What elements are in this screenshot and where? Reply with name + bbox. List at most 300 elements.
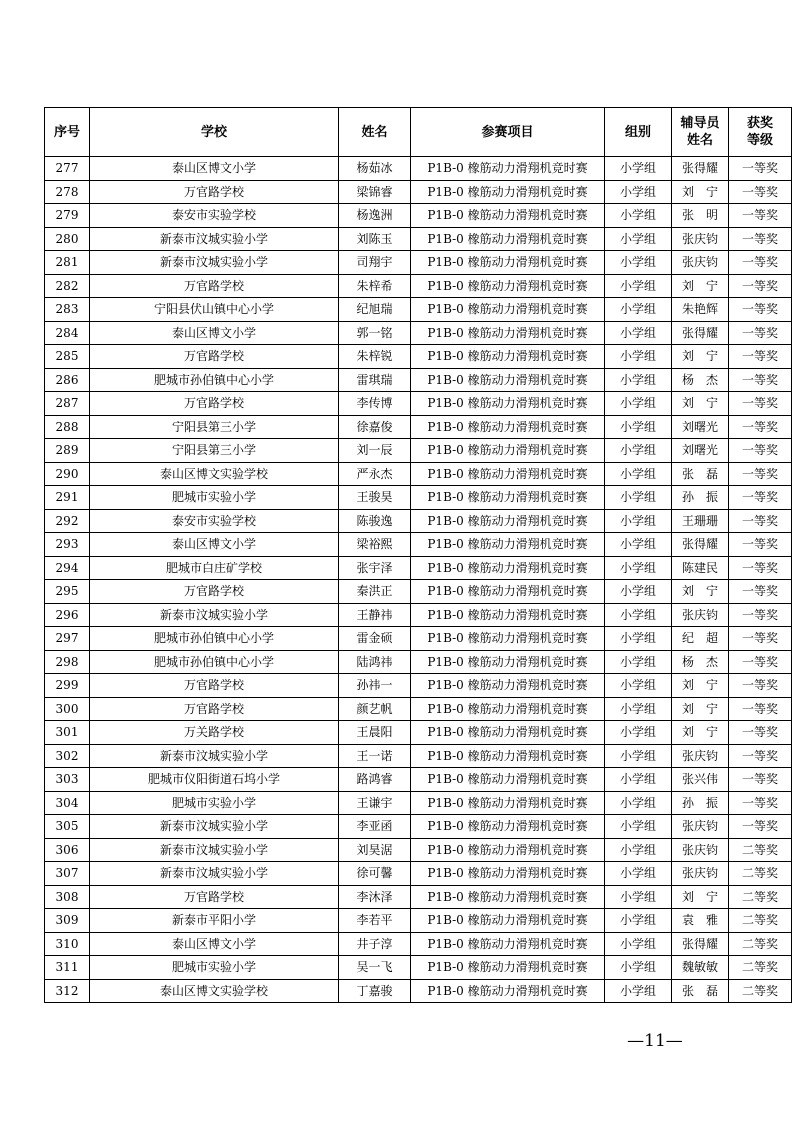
cell-award: 一等奖 [729, 415, 792, 439]
table-row [45, 392, 792, 416]
cell-event: P1B-0 橡筋动力滑翔机竞时赛 [411, 415, 605, 439]
cell-index: 290 [45, 462, 90, 486]
cell-instructor: 刘曙光 [672, 439, 729, 463]
cell-index: 301 [45, 721, 90, 745]
cell-group: 小学组 [605, 650, 672, 674]
table-row [45, 274, 792, 298]
cell-school: 万官路学校 [90, 345, 339, 369]
cell-award: 一等奖 [729, 439, 792, 463]
cell-group: 小学组 [605, 462, 672, 486]
cell-name: 朱梓锐 [339, 345, 411, 369]
cell-award: 一等奖 [729, 227, 792, 251]
cell-event: P1B-0 橡筋动力滑翔机竞时赛 [411, 392, 605, 416]
cell-award: 一等奖 [729, 744, 792, 768]
cell-group: 小学组 [605, 274, 672, 298]
cell-school: 万关路学校 [90, 721, 339, 745]
cell-school: 泰山区博文实验学校 [90, 462, 339, 486]
table-row [45, 227, 792, 251]
cell-name: 郭一铭 [339, 321, 411, 345]
cell-index: 306 [45, 838, 90, 862]
cell-event: P1B-0 橡筋动力滑翔机竞时赛 [411, 204, 605, 228]
cell-event: P1B-0 橡筋动力滑翔机竞时赛 [411, 509, 605, 533]
cell-index: 303 [45, 768, 90, 792]
header-school: 学校 [90, 108, 339, 157]
cell-group: 小学组 [605, 321, 672, 345]
cell-school: 肥城市白庄矿学校 [90, 556, 339, 580]
cell-group: 小学组 [605, 509, 672, 533]
cell-instructor: 刘 宁 [672, 721, 729, 745]
cell-school: 宁阳县第三小学 [90, 439, 339, 463]
cell-event: P1B-0 橡筋动力滑翔机竞时赛 [411, 298, 605, 322]
cell-index: 300 [45, 697, 90, 721]
header-index: 序号 [45, 108, 90, 157]
cell-group: 小学组 [605, 885, 672, 909]
cell-award: 一等奖 [729, 462, 792, 486]
cell-award: 二等奖 [729, 932, 792, 956]
cell-award: 一等奖 [729, 321, 792, 345]
cell-index: 291 [45, 486, 90, 510]
cell-name: 王一诺 [339, 744, 411, 768]
cell-instructor: 陈建民 [672, 556, 729, 580]
cell-school: 泰山区博文小学 [90, 157, 339, 181]
cell-index: 285 [45, 345, 90, 369]
cell-event: P1B-0 橡筋动力滑翔机竞时赛 [411, 862, 605, 886]
cell-index: 278 [45, 180, 90, 204]
cell-name: 刘一辰 [339, 439, 411, 463]
cell-index: 307 [45, 862, 90, 886]
cell-name: 王静祎 [339, 603, 411, 627]
cell-school: 万官路学校 [90, 392, 339, 416]
cell-event: P1B-0 橡筋动力滑翔机竞时赛 [411, 227, 605, 251]
table-row [45, 674, 792, 698]
cell-name: 路鸿睿 [339, 768, 411, 792]
cell-index: 289 [45, 439, 90, 463]
cell-index: 288 [45, 415, 90, 439]
cell-name: 杨逸洲 [339, 204, 411, 228]
table-row [45, 251, 792, 275]
cell-event: P1B-0 橡筋动力滑翔机竞时赛 [411, 345, 605, 369]
cell-event: P1B-0 橡筋动力滑翔机竞时赛 [411, 721, 605, 745]
table-row [45, 180, 792, 204]
cell-award: 一等奖 [729, 533, 792, 557]
cell-name: 刘陈玉 [339, 227, 411, 251]
cell-index: 280 [45, 227, 90, 251]
table-row [45, 768, 792, 792]
cell-group: 小学组 [605, 486, 672, 510]
table-row [45, 439, 792, 463]
cell-award: 一等奖 [729, 721, 792, 745]
cell-event: P1B-0 橡筋动力滑翔机竞时赛 [411, 791, 605, 815]
cell-name: 秦洪正 [339, 580, 411, 604]
cell-index: 281 [45, 251, 90, 275]
cell-award: 一等奖 [729, 274, 792, 298]
cell-index: 296 [45, 603, 90, 627]
cell-instructor: 孙 振 [672, 486, 729, 510]
cell-award: 二等奖 [729, 979, 792, 1003]
table-row [45, 932, 792, 956]
cell-school: 肥城市孙伯镇中心小学 [90, 627, 339, 651]
cell-instructor: 杨 杰 [672, 368, 729, 392]
cell-index: 292 [45, 509, 90, 533]
cell-event: P1B-0 橡筋动力滑翔机竞时赛 [411, 462, 605, 486]
cell-name: 李传博 [339, 392, 411, 416]
cell-name: 王谦宇 [339, 791, 411, 815]
cell-event: P1B-0 橡筋动力滑翔机竞时赛 [411, 251, 605, 275]
cell-school: 肥城市孙伯镇中心小学 [90, 650, 339, 674]
table-row [45, 486, 792, 510]
cell-index: 305 [45, 815, 90, 839]
cell-school: 万官路学校 [90, 885, 339, 909]
table-row [45, 744, 792, 768]
cell-group: 小学组 [605, 580, 672, 604]
cell-group: 小学组 [605, 815, 672, 839]
header-row [45, 108, 792, 157]
cell-instructor: 张 磊 [672, 979, 729, 1003]
table-row [45, 862, 792, 886]
cell-instructor: 张庆钧 [672, 227, 729, 251]
cell-group: 小学组 [605, 415, 672, 439]
cell-group: 小学组 [605, 909, 672, 933]
cell-school: 肥城市仪阳街道石坞小学 [90, 768, 339, 792]
cell-event: P1B-0 橡筋动力滑翔机竞时赛 [411, 556, 605, 580]
cell-school: 新泰市汶城实验小学 [90, 227, 339, 251]
table-row [45, 791, 792, 815]
cell-group: 小学组 [605, 392, 672, 416]
table-row [45, 815, 792, 839]
cell-event: P1B-0 橡筋动力滑翔机竞时赛 [411, 650, 605, 674]
cell-award: 一等奖 [729, 368, 792, 392]
cell-index: 299 [45, 674, 90, 698]
table-row [45, 650, 792, 674]
table-row [45, 533, 792, 557]
table-row [45, 298, 792, 322]
cell-name: 王骏昊 [339, 486, 411, 510]
cell-index: 294 [45, 556, 90, 580]
cell-group: 小学组 [605, 791, 672, 815]
cell-school: 新泰市平阳小学 [90, 909, 339, 933]
cell-group: 小学组 [605, 627, 672, 651]
cell-group: 小学组 [605, 439, 672, 463]
cell-school: 泰山区博文小学 [90, 932, 339, 956]
cell-index: 298 [45, 650, 90, 674]
cell-name: 李若平 [339, 909, 411, 933]
cell-name: 徐可馨 [339, 862, 411, 886]
cell-instructor: 张庆钧 [672, 862, 729, 886]
cell-event: P1B-0 橡筋动力滑翔机竞时赛 [411, 956, 605, 980]
cell-award: 一等奖 [729, 486, 792, 510]
cell-name: 王晨阳 [339, 721, 411, 745]
cell-award: 二等奖 [729, 956, 792, 980]
cell-instructor: 张兴伟 [672, 768, 729, 792]
cell-group: 小学组 [605, 674, 672, 698]
cell-name: 司翔宇 [339, 251, 411, 275]
cell-school: 新泰市汶城实验小学 [90, 744, 339, 768]
cell-group: 小学组 [605, 251, 672, 275]
cell-name: 雷琪瑞 [339, 368, 411, 392]
cell-index: 297 [45, 627, 90, 651]
cell-award: 一等奖 [729, 298, 792, 322]
cell-event: P1B-0 橡筋动力滑翔机竞时赛 [411, 768, 605, 792]
awards-table [44, 107, 792, 1003]
cell-school: 泰安市实验学校 [90, 204, 339, 228]
header-group: 组别 [605, 108, 672, 157]
cell-award: 一等奖 [729, 345, 792, 369]
header-award-line2: 等级 [746, 133, 773, 148]
cell-name: 朱梓希 [339, 274, 411, 298]
cell-name: 梁锦睿 [339, 180, 411, 204]
cell-group: 小学组 [605, 744, 672, 768]
table-row [45, 580, 792, 604]
cell-award: 一等奖 [729, 627, 792, 651]
cell-group: 小学组 [605, 180, 672, 204]
cell-event: P1B-0 橡筋动力滑翔机竞时赛 [411, 979, 605, 1003]
cell-event: P1B-0 橡筋动力滑翔机竞时赛 [411, 486, 605, 510]
cell-instructor: 刘 宁 [672, 180, 729, 204]
cell-instructor: 张得耀 [672, 533, 729, 557]
cell-event: P1B-0 橡筋动力滑翔机竞时赛 [411, 744, 605, 768]
cell-school: 新泰市汶城实验小学 [90, 862, 339, 886]
cell-instructor: 刘 宁 [672, 392, 729, 416]
cell-event: P1B-0 橡筋动力滑翔机竞时赛 [411, 274, 605, 298]
cell-award: 一等奖 [729, 251, 792, 275]
table-row [45, 345, 792, 369]
cell-index: 302 [45, 744, 90, 768]
cell-school: 万官路学校 [90, 274, 339, 298]
table-row [45, 627, 792, 651]
cell-group: 小学组 [605, 157, 672, 181]
cell-index: 284 [45, 321, 90, 345]
cell-event: P1B-0 橡筋动力滑翔机竞时赛 [411, 580, 605, 604]
table-row [45, 721, 792, 745]
cell-group: 小学组 [605, 298, 672, 322]
cell-award: 一等奖 [729, 180, 792, 204]
cell-school: 新泰市汶城实验小学 [90, 251, 339, 275]
cell-name: 刘昊涺 [339, 838, 411, 862]
cell-award: 二等奖 [729, 838, 792, 862]
table-row [45, 697, 792, 721]
cell-name: 井子淳 [339, 932, 411, 956]
cell-instructor: 杨 杰 [672, 650, 729, 674]
header-instructor-line1: 辅导员 [680, 116, 720, 131]
cell-event: P1B-0 橡筋动力滑翔机竞时赛 [411, 697, 605, 721]
cell-group: 小学组 [605, 768, 672, 792]
cell-name: 颜艺帆 [339, 697, 411, 721]
cell-instructor: 刘曙光 [672, 415, 729, 439]
cell-instructor: 刘 宁 [672, 885, 729, 909]
cell-event: P1B-0 橡筋动力滑翔机竞时赛 [411, 815, 605, 839]
cell-index: 287 [45, 392, 90, 416]
cell-instructor: 魏敏敏 [672, 956, 729, 980]
cell-group: 小学组 [605, 556, 672, 580]
cell-instructor: 张得耀 [672, 157, 729, 181]
cell-index: 312 [45, 979, 90, 1003]
cell-school: 新泰市汶城实验小学 [90, 815, 339, 839]
table-row [45, 556, 792, 580]
cell-instructor: 刘 宁 [672, 345, 729, 369]
cell-name: 徐嘉俊 [339, 415, 411, 439]
cell-award: 一等奖 [729, 603, 792, 627]
cell-group: 小学组 [605, 204, 672, 228]
cell-event: P1B-0 橡筋动力滑翔机竞时赛 [411, 533, 605, 557]
cell-event: P1B-0 橡筋动力滑翔机竞时赛 [411, 321, 605, 345]
cell-event: P1B-0 橡筋动力滑翔机竞时赛 [411, 909, 605, 933]
cell-school: 泰安市实验学校 [90, 509, 339, 533]
cell-school: 肥城市实验小学 [90, 791, 339, 815]
cell-name: 纪旭瑞 [339, 298, 411, 322]
cell-award: 一等奖 [729, 509, 792, 533]
cell-event: P1B-0 橡筋动力滑翔机竞时赛 [411, 439, 605, 463]
cell-school: 泰山区博文小学 [90, 533, 339, 557]
cell-instructor: 张庆钧 [672, 251, 729, 275]
cell-instructor: 刘 宁 [672, 697, 729, 721]
cell-name: 陈骏逸 [339, 509, 411, 533]
cell-index: 309 [45, 909, 90, 933]
cell-instructor: 张 明 [672, 204, 729, 228]
cell-school: 万官路学校 [90, 580, 339, 604]
table-body [45, 157, 792, 1003]
cell-award: 一等奖 [729, 697, 792, 721]
cell-event: P1B-0 橡筋动力滑翔机竞时赛 [411, 180, 605, 204]
cell-award: 一等奖 [729, 556, 792, 580]
table-row [45, 204, 792, 228]
table-row [45, 321, 792, 345]
table-row [45, 509, 792, 533]
cell-event: P1B-0 橡筋动力滑翔机竞时赛 [411, 932, 605, 956]
table-row [45, 909, 792, 933]
cell-group: 小学组 [605, 697, 672, 721]
cell-school: 万官路学校 [90, 674, 339, 698]
cell-award: 一等奖 [729, 204, 792, 228]
table-row [45, 979, 792, 1003]
header-event: 参赛项目 [411, 108, 605, 157]
cell-school: 新泰市汶城实验小学 [90, 838, 339, 862]
cell-name: 杨茹冰 [339, 157, 411, 181]
cell-instructor: 张庆钧 [672, 603, 729, 627]
cell-award: 一等奖 [729, 650, 792, 674]
page-number: —11— [627, 1031, 683, 1051]
cell-instructor: 张得耀 [672, 932, 729, 956]
cell-instructor: 朱艳辉 [672, 298, 729, 322]
cell-award: 一等奖 [729, 674, 792, 698]
cell-index: 277 [45, 157, 90, 181]
table-row [45, 462, 792, 486]
cell-school: 肥城市实验小学 [90, 486, 339, 510]
table-row [45, 838, 792, 862]
cell-school: 万官路学校 [90, 697, 339, 721]
cell-award: 一等奖 [729, 768, 792, 792]
cell-school: 肥城市实验小学 [90, 956, 339, 980]
header-instructor [672, 108, 729, 157]
table-row [45, 368, 792, 392]
cell-name: 孙祎一 [339, 674, 411, 698]
cell-index: 283 [45, 298, 90, 322]
cell-award: 一等奖 [729, 580, 792, 604]
header-award-line1: 获奖 [746, 116, 773, 131]
cell-index: 304 [45, 791, 90, 815]
cell-school: 泰山区博文小学 [90, 321, 339, 345]
cell-index: 279 [45, 204, 90, 228]
cell-event: P1B-0 橡筋动力滑翔机竞时赛 [411, 627, 605, 651]
cell-group: 小学组 [605, 838, 672, 862]
cell-event: P1B-0 橡筋动力滑翔机竞时赛 [411, 368, 605, 392]
table-row [45, 885, 792, 909]
cell-group: 小学组 [605, 721, 672, 745]
cell-instructor: 刘 宁 [672, 580, 729, 604]
cell-event: P1B-0 橡筋动力滑翔机竞时赛 [411, 838, 605, 862]
cell-school: 宁阳县第三小学 [90, 415, 339, 439]
table-row [45, 415, 792, 439]
cell-award: 一等奖 [729, 157, 792, 181]
cell-award: 二等奖 [729, 909, 792, 933]
cell-instructor: 纪 超 [672, 627, 729, 651]
cell-school: 泰山区博文实验学校 [90, 979, 339, 1003]
cell-group: 小学组 [605, 533, 672, 557]
cell-group: 小学组 [605, 227, 672, 251]
cell-instructor: 孙 振 [672, 791, 729, 815]
header-instructor-line2: 姓名 [686, 133, 713, 148]
cell-index: 286 [45, 368, 90, 392]
cell-group: 小学组 [605, 368, 672, 392]
cell-group: 小学组 [605, 862, 672, 886]
cell-award: 二等奖 [729, 885, 792, 909]
cell-event: P1B-0 橡筋动力滑翔机竞时赛 [411, 157, 605, 181]
cell-instructor: 张庆钧 [672, 815, 729, 839]
cell-name: 李亚函 [339, 815, 411, 839]
table-row [45, 157, 792, 181]
cell-index: 293 [45, 533, 90, 557]
cell-instructor: 张 磊 [672, 462, 729, 486]
cell-index: 311 [45, 956, 90, 980]
cell-name: 陆鸿祎 [339, 650, 411, 674]
cell-school: 新泰市汶城实验小学 [90, 603, 339, 627]
header-award [729, 108, 792, 157]
cell-instructor: 张得耀 [672, 321, 729, 345]
cell-instructor: 张庆钧 [672, 744, 729, 768]
table-row [45, 956, 792, 980]
cell-group: 小学组 [605, 979, 672, 1003]
cell-instructor: 王珊珊 [672, 509, 729, 533]
cell-name: 雷金硕 [339, 627, 411, 651]
cell-index: 295 [45, 580, 90, 604]
cell-name: 严永杰 [339, 462, 411, 486]
cell-instructor: 刘 宁 [672, 274, 729, 298]
cell-award: 二等奖 [729, 862, 792, 886]
cell-event: P1B-0 橡筋动力滑翔机竞时赛 [411, 603, 605, 627]
cell-instructor: 袁 雅 [672, 909, 729, 933]
cell-group: 小学组 [605, 932, 672, 956]
cell-name: 张宇泽 [339, 556, 411, 580]
cell-group: 小学组 [605, 956, 672, 980]
cell-index: 310 [45, 932, 90, 956]
cell-school: 肥城市孙伯镇中心小学 [90, 368, 339, 392]
cell-award: 一等奖 [729, 392, 792, 416]
cell-name: 梁裕熙 [339, 533, 411, 557]
cell-index: 282 [45, 274, 90, 298]
cell-event: P1B-0 橡筋动力滑翔机竞时赛 [411, 674, 605, 698]
cell-event: P1B-0 橡筋动力滑翔机竞时赛 [411, 885, 605, 909]
cell-name: 李沐泽 [339, 885, 411, 909]
table-row [45, 603, 792, 627]
cell-award: 一等奖 [729, 791, 792, 815]
cell-group: 小学组 [605, 603, 672, 627]
cell-name: 丁嘉骏 [339, 979, 411, 1003]
cell-group: 小学组 [605, 345, 672, 369]
cell-name: 吴一飞 [339, 956, 411, 980]
cell-school: 宁阳县伏山镇中心小学 [90, 298, 339, 322]
cell-instructor: 刘 宁 [672, 674, 729, 698]
cell-instructor: 张庆钧 [672, 838, 729, 862]
header-name: 姓名 [339, 108, 411, 157]
